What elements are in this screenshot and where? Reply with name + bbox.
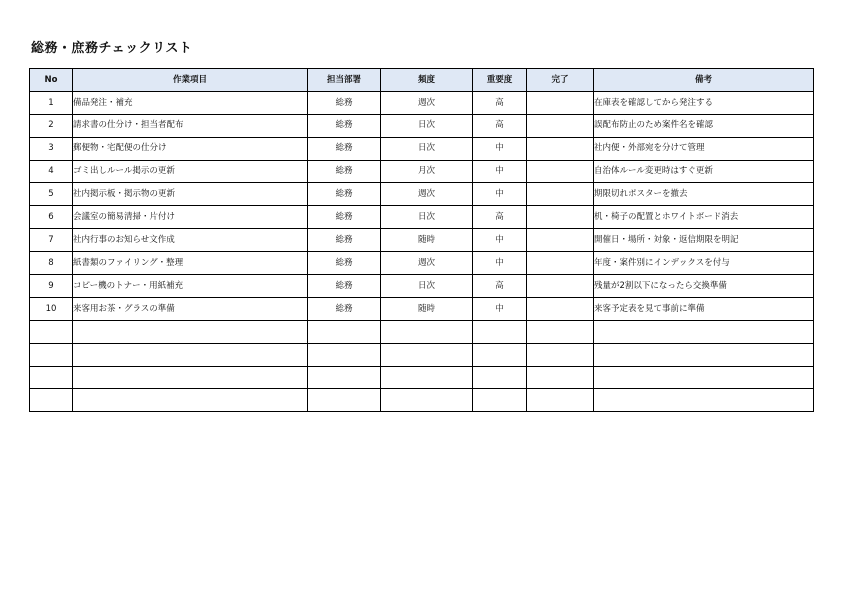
cell-priority: 中 bbox=[473, 137, 527, 160]
cell-department: 総務 bbox=[308, 137, 381, 160]
cell-notes: 誤配布防止のため案件名を確認 bbox=[594, 114, 814, 137]
header-department: 担当部署 bbox=[308, 69, 381, 92]
cell-priority: 中 bbox=[473, 297, 527, 320]
cell-done[interactable] bbox=[527, 320, 594, 343]
cell-task: 郵便物・宅配便の仕分け bbox=[73, 137, 308, 160]
table-row bbox=[30, 366, 814, 389]
cell-done[interactable] bbox=[527, 114, 594, 137]
cell-done[interactable] bbox=[527, 275, 594, 298]
cell-notes: 在庫表を確認してから発注する bbox=[594, 91, 814, 114]
table-row bbox=[30, 320, 814, 343]
cell-frequency: 月次 bbox=[381, 160, 473, 183]
cell-done[interactable] bbox=[527, 252, 594, 275]
table-row bbox=[30, 206, 814, 229]
cell-no bbox=[30, 320, 73, 343]
cell-department bbox=[308, 366, 381, 389]
cell-priority bbox=[473, 320, 527, 343]
cell-priority: 中 bbox=[473, 160, 527, 183]
cell-notes: 年度・案件別にインデックスを付与 bbox=[594, 252, 814, 275]
cell-task: 社内掲示板・掲示物の更新 bbox=[73, 183, 308, 206]
cell-done[interactable] bbox=[527, 389, 594, 412]
cell-frequency: 随時 bbox=[381, 297, 473, 320]
cell-done[interactable] bbox=[527, 206, 594, 229]
cell-notes bbox=[594, 320, 814, 343]
table-header-row bbox=[30, 69, 814, 92]
cell-department: 総務 bbox=[308, 183, 381, 206]
cell-department: 総務 bbox=[308, 114, 381, 137]
cell-no: 1 bbox=[30, 91, 73, 114]
cell-no bbox=[30, 389, 73, 412]
cell-notes bbox=[594, 366, 814, 389]
cell-department: 総務 bbox=[308, 275, 381, 298]
cell-no: 10 bbox=[30, 297, 73, 320]
cell-frequency: 日次 bbox=[381, 114, 473, 137]
page-title: 総務・庶務チェックリスト bbox=[31, 41, 193, 56]
cell-department bbox=[308, 389, 381, 412]
cell-task: 紙書類のファイリング・整理 bbox=[73, 252, 308, 275]
cell-notes bbox=[594, 389, 814, 412]
cell-frequency: 日次 bbox=[381, 275, 473, 298]
table-row bbox=[30, 252, 814, 275]
header-frequency: 頻度 bbox=[381, 69, 473, 92]
cell-frequency bbox=[381, 343, 473, 366]
cell-done[interactable] bbox=[527, 183, 594, 206]
table-row bbox=[30, 114, 814, 137]
cell-done[interactable] bbox=[527, 137, 594, 160]
cell-task: 備品発注・補充 bbox=[73, 91, 308, 114]
cell-frequency: 週次 bbox=[381, 183, 473, 206]
cell-priority bbox=[473, 389, 527, 412]
cell-task: 会議室の簡易清掃・片付け bbox=[73, 206, 308, 229]
cell-frequency bbox=[381, 320, 473, 343]
cell-done[interactable] bbox=[527, 343, 594, 366]
cell-done[interactable] bbox=[527, 160, 594, 183]
cell-priority: 中 bbox=[473, 252, 527, 275]
cell-done[interactable] bbox=[527, 297, 594, 320]
table-row bbox=[30, 343, 814, 366]
cell-task: 社内行事のお知らせ文作成 bbox=[73, 229, 308, 252]
header-task: 作業項目 bbox=[73, 69, 308, 92]
cell-frequency: 週次 bbox=[381, 91, 473, 114]
cell-frequency bbox=[381, 389, 473, 412]
cell-priority: 高 bbox=[473, 91, 527, 114]
cell-department: 総務 bbox=[308, 297, 381, 320]
table-body bbox=[30, 91, 814, 411]
header-done: 完了 bbox=[527, 69, 594, 92]
cell-frequency: 日次 bbox=[381, 137, 473, 160]
cell-no: 2 bbox=[30, 114, 73, 137]
cell-priority: 中 bbox=[473, 229, 527, 252]
table-row bbox=[30, 389, 814, 412]
cell-task: コピー機のトナー・用紙補充 bbox=[73, 275, 308, 298]
cell-department: 総務 bbox=[308, 206, 381, 229]
cell-task bbox=[73, 389, 308, 412]
cell-department: 総務 bbox=[308, 252, 381, 275]
table-row bbox=[30, 91, 814, 114]
checklist-table bbox=[29, 68, 814, 412]
cell-priority: 高 bbox=[473, 114, 527, 137]
cell-done[interactable] bbox=[527, 91, 594, 114]
cell-priority bbox=[473, 366, 527, 389]
cell-department: 総務 bbox=[308, 229, 381, 252]
header-priority: 重要度 bbox=[473, 69, 527, 92]
cell-notes: 開催日・場所・対象・返信期限を明記 bbox=[594, 229, 814, 252]
cell-frequency bbox=[381, 366, 473, 389]
cell-notes bbox=[594, 343, 814, 366]
table-row bbox=[30, 160, 814, 183]
cell-department: 総務 bbox=[308, 160, 381, 183]
header-notes: 備考 bbox=[594, 69, 814, 92]
cell-notes: 机・椅子の配置とホワイトボード消去 bbox=[594, 206, 814, 229]
cell-notes: 自治体ルール変更時はすぐ更新 bbox=[594, 160, 814, 183]
table-row bbox=[30, 183, 814, 206]
cell-task: 請求書の仕分け・担当者配布 bbox=[73, 114, 308, 137]
cell-frequency: 日次 bbox=[381, 206, 473, 229]
cell-notes: 期限切れポスターを撤去 bbox=[594, 183, 814, 206]
cell-notes: 来客予定表を見て事前に準備 bbox=[594, 297, 814, 320]
table-row bbox=[30, 229, 814, 252]
cell-task: 来客用お茶・グラスの準備 bbox=[73, 297, 308, 320]
cell-no bbox=[30, 343, 73, 366]
cell-frequency: 週次 bbox=[381, 252, 473, 275]
cell-no: 4 bbox=[30, 160, 73, 183]
cell-frequency: 随時 bbox=[381, 229, 473, 252]
cell-task bbox=[73, 343, 308, 366]
cell-no: 8 bbox=[30, 252, 73, 275]
cell-task: ゴミ出しルール掲示の更新 bbox=[73, 160, 308, 183]
cell-no: 3 bbox=[30, 137, 73, 160]
cell-task bbox=[73, 366, 308, 389]
cell-priority: 高 bbox=[473, 206, 527, 229]
cell-no: 9 bbox=[30, 275, 73, 298]
cell-no: 6 bbox=[30, 206, 73, 229]
cell-no: 5 bbox=[30, 183, 73, 206]
table-row bbox=[30, 275, 814, 298]
cell-priority: 中 bbox=[473, 183, 527, 206]
cell-done[interactable] bbox=[527, 229, 594, 252]
table-row bbox=[30, 297, 814, 320]
cell-priority bbox=[473, 343, 527, 366]
cell-department bbox=[308, 320, 381, 343]
table-row bbox=[30, 137, 814, 160]
cell-done[interactable] bbox=[527, 366, 594, 389]
cell-notes: 社内便・外部宛を分けて管理 bbox=[594, 137, 814, 160]
header-no: No bbox=[30, 69, 73, 92]
cell-no: 7 bbox=[30, 229, 73, 252]
cell-notes: 残量が2割以下になったら交換準備 bbox=[594, 275, 814, 298]
cell-department: 総務 bbox=[308, 91, 381, 114]
cell-department bbox=[308, 343, 381, 366]
cell-priority: 高 bbox=[473, 275, 527, 298]
cell-no bbox=[30, 366, 73, 389]
cell-task bbox=[73, 320, 308, 343]
